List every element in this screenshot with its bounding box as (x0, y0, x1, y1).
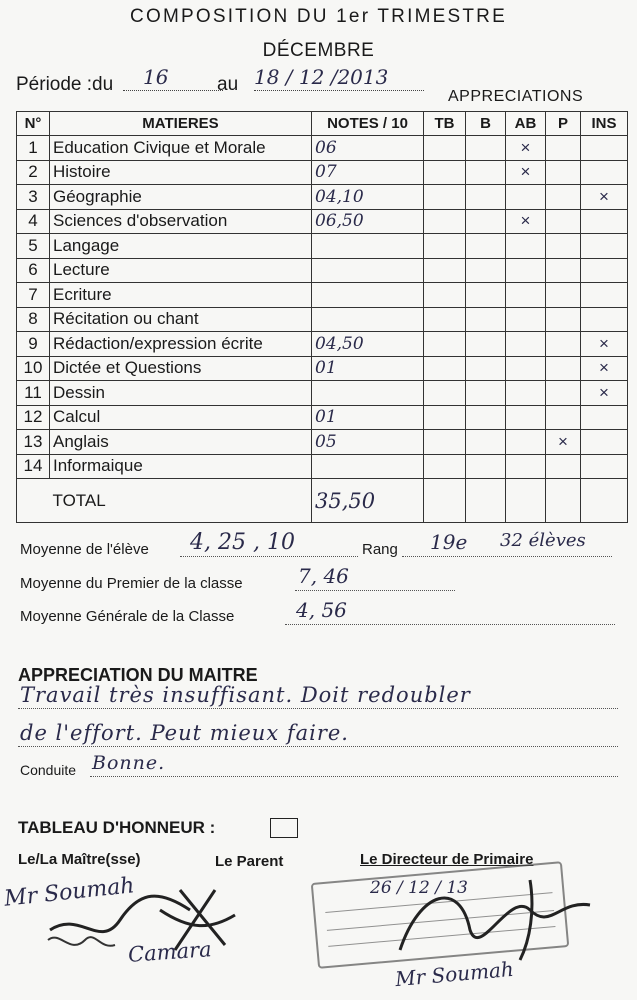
appreciation-mark-tb (424, 307, 466, 332)
appreciation-mark-tb (424, 454, 466, 479)
appreciation-mark-ab (506, 381, 546, 406)
rang-label: Rang (362, 541, 398, 558)
appreciation-mark-tb (424, 185, 466, 210)
grade-note: 01 (312, 405, 424, 430)
total-empty-cell (506, 479, 546, 523)
appreciation-mark-p (546, 405, 581, 430)
table-header-row (17, 112, 628, 136)
appreciation-mark-tb (424, 405, 466, 430)
subject-name: Sciences d'observation (50, 209, 312, 234)
subject-name: Anglais (50, 430, 312, 455)
appreciation-mark-p (546, 234, 581, 259)
moyenne-eleve-value: 4, 25 , 10 (190, 530, 295, 555)
director-signature-name: Mr Soumah (394, 956, 515, 992)
row-number: 1 (17, 136, 50, 161)
row-number: 5 (17, 234, 50, 259)
appreciation-mark-ins (581, 405, 628, 430)
grade-note: 04,10 (312, 185, 424, 210)
table-row (17, 405, 628, 430)
appreciation-mark-ab (506, 356, 546, 381)
appreciation-mark-tb (424, 283, 466, 308)
grades-table (16, 111, 628, 523)
appreciation-mark-b (466, 258, 506, 283)
appreciation-mark-ins (581, 430, 628, 455)
appreciation-mark-p: × (546, 430, 581, 455)
appreciation-mark-p (546, 356, 581, 381)
appreciation-mark-ins (581, 234, 628, 259)
appreciation-mark-ab (506, 430, 546, 455)
appreciation-mark-ins: × (581, 381, 628, 406)
total-empty-cell (466, 479, 506, 523)
subject-name: Géographie (50, 185, 312, 210)
row-number: 8 (17, 307, 50, 332)
row-number: 4 (17, 209, 50, 234)
moyenne-generale-value: 4, 56 (296, 598, 347, 622)
grade-note (312, 454, 424, 479)
subject-name: Ecriture (50, 283, 312, 308)
appreciation-mark-tb (424, 356, 466, 381)
appreciation-title: APPRECIATION DU MAITRE (18, 665, 258, 685)
subject-name: Lecture (50, 258, 312, 283)
month-heading: DÉCEMBRE (262, 40, 375, 61)
table-row (17, 381, 628, 406)
parent-signature: Camara (127, 937, 213, 967)
table-row (17, 160, 628, 185)
appreciation-mark-p (546, 307, 581, 332)
row-number: 12 (17, 405, 50, 430)
row-number: 9 (17, 332, 50, 357)
appreciation-mark-ins (581, 258, 628, 283)
moyenne-premier-label: Moyenne du Premier de la classe (20, 575, 243, 592)
appreciation-mark-p (546, 332, 581, 357)
row-number: 13 (17, 430, 50, 455)
page-title: COMPOSITION DU 1er TRIMESTRE (130, 6, 507, 27)
appreciation-mark-b (466, 332, 506, 357)
grade-note (312, 381, 424, 406)
grade-note (312, 283, 424, 308)
appreciation-mark-ab: × (506, 160, 546, 185)
appreciation-mark-b (466, 160, 506, 185)
grade-note: 01 (312, 356, 424, 381)
period-to: 18 / 12 /2013 (254, 64, 424, 91)
subject-name: Histoire (50, 160, 312, 185)
rang-value: 19e (430, 530, 468, 554)
appreciation-mark-ins: × (581, 185, 628, 210)
total-empty-cell (546, 479, 581, 523)
row-number: 2 (17, 160, 50, 185)
subject-name: Dictée et Questions (50, 356, 312, 381)
table-row (17, 209, 628, 234)
row-number: 6 (17, 258, 50, 283)
appreciation-mark-p (546, 185, 581, 210)
grade-note (312, 307, 424, 332)
total-value: 35,50 (312, 479, 424, 523)
appreciation-mark-tb (424, 160, 466, 185)
moyenne-generale-label: Moyenne Générale de la Classe (20, 608, 235, 625)
row-number: 3 (17, 185, 50, 210)
table-row (17, 307, 628, 332)
moyenne-premier-value: 7, 46 (298, 564, 349, 588)
maitre-label: Le/La Maître(sse) (18, 851, 141, 868)
row-number: 10 (17, 356, 50, 381)
appreciation-mark-tb (424, 430, 466, 455)
appreciation-mark-tb (424, 381, 466, 406)
appreciation-mark-ins (581, 283, 628, 308)
total-blank-cell (17, 479, 50, 523)
table-row (17, 430, 628, 455)
appreciation-mark-p (546, 381, 581, 406)
appreciation-mark-ab (506, 258, 546, 283)
appreciation-mark-b (466, 209, 506, 234)
appreciation-mark-p (546, 136, 581, 161)
tableau-honneur-checkbox[interactable] (270, 818, 298, 838)
row-number: 11 (17, 381, 50, 406)
total-label: TOTAL (50, 479, 312, 523)
appreciation-mark-tb (424, 234, 466, 259)
moyenne-eleve-label: Moyenne de l'élève (20, 541, 149, 558)
subject-name: Informaique (50, 454, 312, 479)
period-from: 16 (123, 64, 223, 91)
table-row (17, 283, 628, 308)
appreciation-mark-ins (581, 454, 628, 479)
appreciation-mark-ab (506, 185, 546, 210)
table-row (17, 332, 628, 357)
col-header-notes: NOTES / 10 (312, 112, 424, 136)
appreciations-label: APPRECIATIONS (448, 88, 584, 105)
director-signature-scribble (380, 870, 620, 970)
grade-note: 05 (312, 430, 424, 455)
appreciation-mark-ab: × (506, 209, 546, 234)
table-row (17, 136, 628, 161)
appreciation-mark-b (466, 136, 506, 161)
grade-note: 06 (312, 136, 424, 161)
appreciation-mark-p (546, 454, 581, 479)
appreciation-mark-p (546, 160, 581, 185)
total-empty-cell (581, 479, 628, 523)
appreciation-mark-ab (506, 307, 546, 332)
appreciation-mark-b (466, 185, 506, 210)
appreciation-mark-p (546, 209, 581, 234)
appreciation-mark-tb (424, 136, 466, 161)
col-header-matieres: MATIERES (50, 112, 312, 136)
grade-note (312, 234, 424, 259)
grade-note: 07 (312, 160, 424, 185)
col-header-p: P (546, 112, 581, 136)
appreciation-mark-b (466, 430, 506, 455)
col-header-ins: INS (581, 112, 628, 136)
subject-name: Calcul (50, 405, 312, 430)
col-header-tb: TB (424, 112, 466, 136)
appreciation-mark-b (466, 381, 506, 406)
period-to-label: au (217, 74, 239, 95)
table-row (17, 454, 628, 479)
table-row (17, 258, 628, 283)
class-size: 32 élèves (500, 530, 586, 551)
conduite-label: Conduite (20, 762, 77, 778)
appreciation-line-1: Travail très insuffisant. Doit redoubler (20, 683, 471, 707)
appreciation-mark-ins: × (581, 332, 628, 357)
appreciation-mark-ins (581, 160, 628, 185)
appreciation-line-2: de l'effort. Peut mieux faire. (20, 721, 349, 745)
appreciation-mark-ins (581, 136, 628, 161)
total-empty-cell (424, 479, 466, 523)
subject-name: Education Civique et Morale (50, 136, 312, 161)
maitre-signature-name: Mr Soumah (3, 873, 136, 912)
appreciation-mark-b (466, 283, 506, 308)
appreciation-mark-tb (424, 258, 466, 283)
row-number: 14 (17, 454, 50, 479)
appreciation-mark-ins (581, 209, 628, 234)
appreciation-mark-ins (581, 307, 628, 332)
appreciation-mark-b (466, 405, 506, 430)
appreciation-mark-b (466, 356, 506, 381)
col-header-b: B (466, 112, 506, 136)
appreciation-mark-ab (506, 283, 546, 308)
total-row (17, 479, 628, 523)
appreciation-mark-tb (424, 209, 466, 234)
appreciation-mark-b (466, 307, 506, 332)
table-row (17, 356, 628, 381)
grade-note: 06,50 (312, 209, 424, 234)
appreciation-mark-tb (424, 332, 466, 357)
col-header-num: N° (17, 112, 50, 136)
directeur-label: Le Directeur de Primaire (360, 851, 534, 868)
grade-note (312, 258, 424, 283)
table-row (17, 234, 628, 259)
appreciation-mark-ab (506, 332, 546, 357)
appreciation-mark-ab (506, 234, 546, 259)
appreciation-mark-b (466, 454, 506, 479)
appreciation-mark-p (546, 258, 581, 283)
appreciation-mark-ab (506, 405, 546, 430)
appreciation-mark-b (466, 234, 506, 259)
subject-name: Rédaction/expression écrite (50, 332, 312, 357)
tableau-honneur-label: TABLEAU D'HONNEUR : (18, 818, 216, 837)
period-label: Période :du (16, 74, 114, 95)
appreciation-mark-p (546, 283, 581, 308)
conduite-value: Bonne. (92, 752, 166, 774)
appreciation-mark-ab: × (506, 136, 546, 161)
subject-name: Récitation ou chant (50, 307, 312, 332)
col-header-ab: AB (506, 112, 546, 136)
subject-name: Dessin (50, 381, 312, 406)
appreciation-mark-ins: × (581, 356, 628, 381)
subject-name: Langage (50, 234, 312, 259)
parent-label: Le Parent (215, 853, 284, 870)
table-row (17, 185, 628, 210)
row-number: 7 (17, 283, 50, 308)
appreciation-mark-ab (506, 454, 546, 479)
director-date: 26 / 12 / 13 (370, 878, 468, 898)
grade-note: 04,50 (312, 332, 424, 357)
